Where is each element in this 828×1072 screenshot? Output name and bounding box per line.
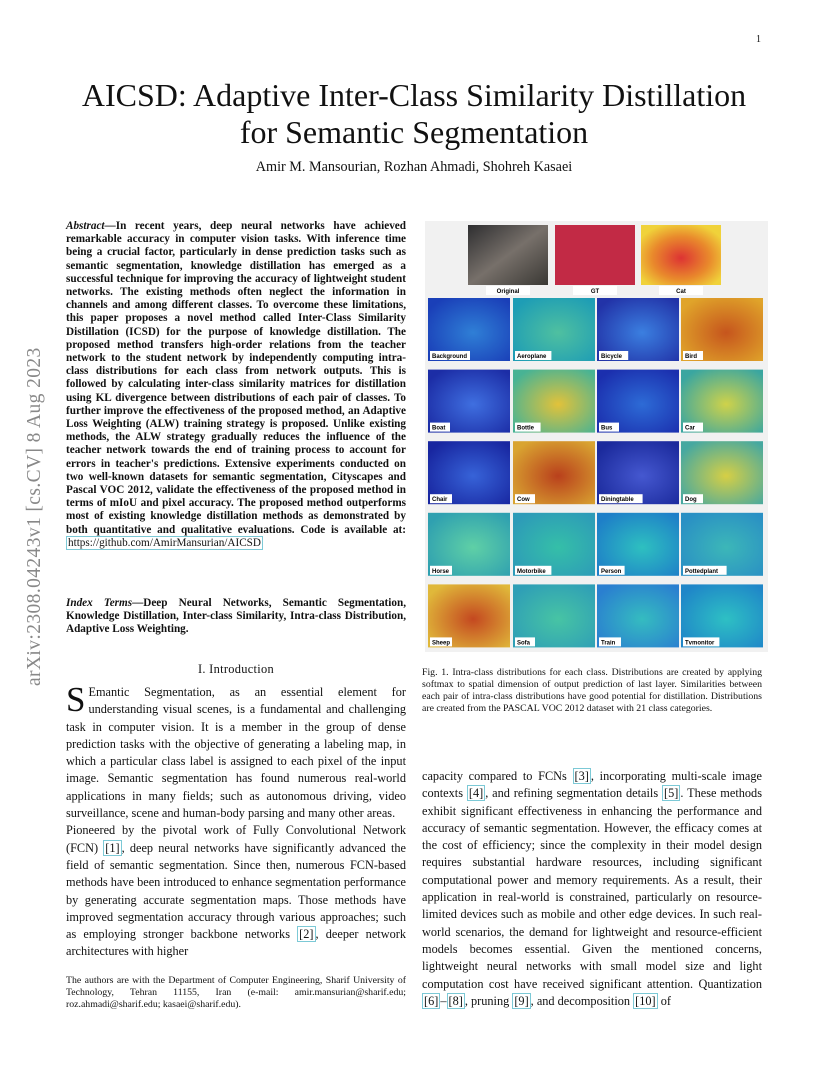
paper-title	[60, 77, 768, 151]
rc-text-6: , pruning	[464, 993, 513, 1008]
citation-2[interactable]: [2]	[299, 927, 314, 942]
heatmap-label: Background	[432, 354, 468, 360]
top-label: GT	[590, 289, 600, 295]
abstract-body: —In recent years, deep neural networks have achieved remarkable accuracy in computer vision tasks. With inference time being a crucial factor, particularly in dense prediction tasks such as semantic segmentation, knowledge distillation has emerged as a successful technique for improving the accuracy of lightweight student networks. The existing methods often neglect the information in channels and among different classes. To overcome these limitations, this paper proposes a novel method called Inter-Class Similarity Distillation (ICSD) for the purpose of knowledge distillation. The proposed method transfers high-order relations from the teacher network to the student network by independently computing intra-class distributions for each class from network outputs. This is followed by calculating inter-class similarity matrices for distillation using KL divergence between distributions of each pair of classes. To further improve the effectiveness of the proposed method, an Adaptive Loss Weighting (ALW) training strategy is proposed. Unlike existing methods, the ALW strategy gradually reduces the influence of the teacher network towards the end of training process to account for errors in teacher's predictions. Extensive experiments conducted on two well-known datasets for semantic segmentation, Cityscapes and Pascal VOC 2012, validate the effectiveness of the proposed method in terms of mIoU and pixel accuracy. The proposed method outperforms most of existing knowledge distillation methods as demonstrated by both quantitative and qualitative evaluations. Code is available at:	[66, 220, 406, 536]
figure-1	[425, 221, 768, 652]
page-number: 1	[756, 34, 761, 45]
citation-5[interactable]: [5]	[664, 786, 679, 801]
intro-paragraph-2	[66, 822, 406, 960]
abstract	[66, 220, 406, 550]
citation-3[interactable]: [3]	[574, 769, 589, 783]
rc-text-7: , and decomposition	[530, 993, 634, 1008]
heatmap-label: Sheep	[432, 640, 451, 647]
title-line-2: for Semantic Segmentation	[239, 114, 589, 150]
intro-paragraph-1-text: Emantic Segmentation, as an essential element for understanding visual scenes, is a fundamental and challenging task in computer vision. It is a member in the group of dense prediction tasks with the objective of generating a labeling map, in which a particular class label is assigned to each pixel of the input image. Semantic segmentation has found numerous real-world applications in many fields; such as autonomous driving, video surveillance, scene and human-body parsing and many other areas.	[66, 685, 406, 821]
intro-paragraph-2-text-c: , deeper network architectures with higher	[66, 927, 406, 959]
rc-text-8: of	[657, 993, 671, 1008]
citation-1[interactable]: [1]	[105, 840, 120, 855]
heatmap-label: Diningtable	[601, 497, 634, 504]
citation-8[interactable]: [8]	[448, 993, 463, 1008]
figure-caption: Fig. 1. Intra-class distributions for each class. Distributions are created by applying softmax to spatial dimension of output prediction of last layer. Similarities between each pair of intra-class distributions have good potential for distillation. Distributions are created from the PASCAL VOC 2012 dataset with 21 class categories.	[422, 667, 762, 715]
rc-text-2: , incorporating multi-scale image contexts	[422, 769, 762, 801]
index-terms-body: —Deep Neural Networks, Semantic Segmentation, Knowledge Distillation, Inter-class Similarity, Intra-class Distribution, Adaptive Loss Weighting.	[66, 597, 406, 636]
heatmap-label: Person	[601, 568, 622, 575]
heatmap-label: Car	[685, 425, 696, 432]
heatmap-label: Bird	[685, 354, 697, 360]
section-heading: I. Introduction	[197, 662, 275, 676]
rc-text-5: –	[440, 993, 447, 1008]
ground-truth-mask	[555, 225, 635, 285]
heatmap-label: Pottedplant	[685, 568, 718, 575]
citation-10[interactable]: [10]	[635, 993, 656, 1008]
rc-text-4: . These methods exhibit significant effectiveness in enhancing the performance and accuracy of semantic segmentation. However, the efficacy comes at the cost of efficiency; since the complexity in their model design requires substantial hardware resources, including significant computational power and memory requirements. As a result, their application in real-world is constrained, particularly on resource-limited devices such as mobile and other edge devices. In such real-world scenarios, the demand for lightweight and resource-efficient models becomes essential. Given the mentioned concerns, lightweight neural networks with small model size and light computation cost have received significant attention. Quantization	[422, 786, 762, 991]
rc-text-3: , and refining segmentation details	[485, 786, 662, 801]
index-terms-lead: Index Terms	[66, 597, 133, 609]
index-terms	[66, 597, 406, 637]
heatmap-label: Bus	[601, 425, 613, 432]
heatmap-label: Train	[601, 640, 616, 647]
intro-paragraph-2-text-b: , deep neural networks have significantly advanced the field of semantic segmentation. Since then, numerous FCN-based methods have been introduced to enhance segmentation performance by generating accurate segmentation maps. Those methods have improved segmentation accuracy through various approaches; such as employing stronger backbone networks	[66, 840, 406, 942]
heatmap-label: Chair	[432, 497, 448, 504]
top-label: Original	[496, 289, 520, 295]
title-line-1: AICSD: Adaptive Inter-Class Similarity Distillation	[81, 77, 747, 113]
citation-9[interactable]: [9]	[514, 993, 529, 1008]
heatmap-label: Horse	[432, 568, 450, 575]
intro-paragraph-1	[66, 680, 406, 822]
heatmap-label: Motorbike	[517, 568, 546, 575]
citation-6[interactable]: [6]	[424, 993, 439, 1008]
heatmap-label: Sofa	[517, 640, 531, 647]
author-list: Amir M. Mansourian, Rozhan Ahmadi, Shohreh Kasaei	[255, 159, 573, 175]
intro-paragraph-2-text-a: Pioneered by the pivotal work of Fully Convolutional Network (FCN)	[66, 823, 406, 855]
top-label: Cat	[676, 289, 686, 295]
code-link[interactable]: https://github.com/AmirMansurian/AICSD	[68, 536, 261, 549]
author-footnote: The authors are with the Department of Computer Engineering, Sharif University of Technology, Tehran 11155, Iran (e-mail: amir.mansurian@sharif.edu; roz.ahmadi@sharif.edu; kasaei@sharif.edu).	[66, 975, 406, 1011]
heatmap-label: Cow	[517, 497, 530, 504]
dropcap-letter: S	[66, 680, 86, 719]
heatmap-label: Bicycle	[601, 354, 623, 360]
heatmap-label: Boat	[432, 425, 446, 432]
rc-text-1: capacity compared to FCNs	[422, 769, 573, 783]
arxiv-identifier: arXiv:2308.04243v1 [cs.CV] 8 Aug 2023	[24, 347, 45, 686]
heatmap-label: Bottle	[517, 425, 534, 432]
abstract-lead: Abstract	[66, 220, 105, 232]
citation-4[interactable]: [4]	[468, 786, 484, 801]
original-image	[468, 225, 548, 285]
heatmap-label: Aeroplane	[517, 354, 547, 360]
right-column-text	[422, 768, 762, 1010]
heatmap-label: Dog	[685, 497, 697, 504]
intra-class-distribution-grid	[425, 221, 768, 652]
introduction-text	[66, 680, 406, 961]
cat-distribution-map	[641, 225, 721, 285]
heatmap-label: Tvmonitor	[685, 640, 715, 647]
